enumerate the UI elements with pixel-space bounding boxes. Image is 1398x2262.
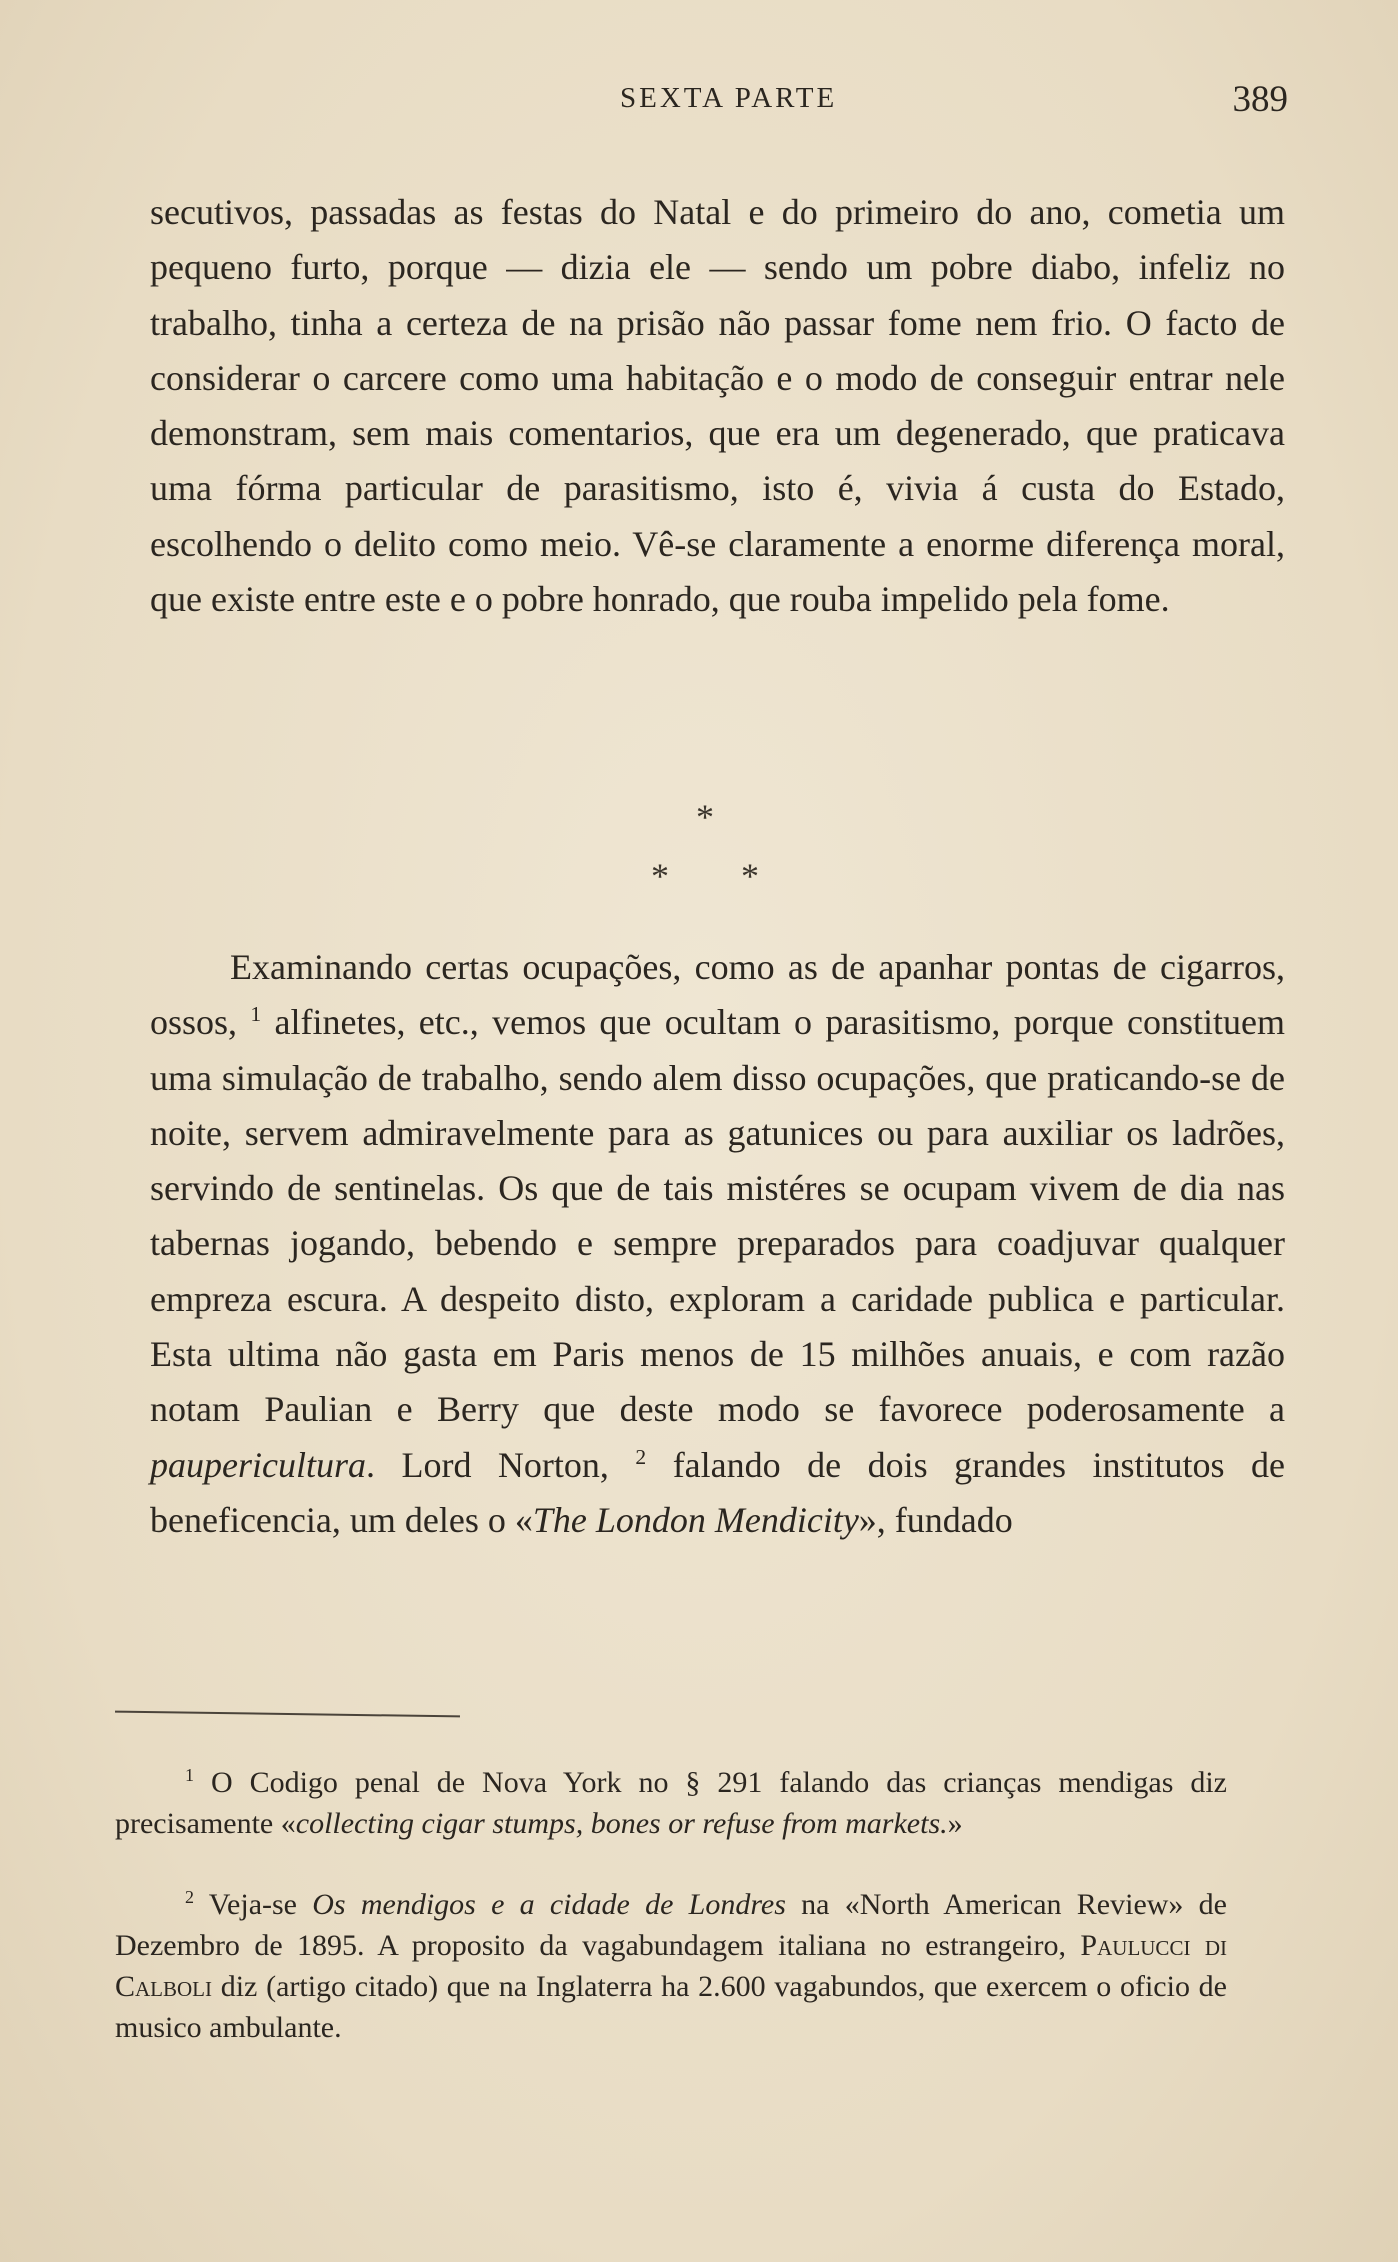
text-run: Examinando certas ocupações, como as de apanhar pontas de cigarros, ossos, — [150, 947, 1285, 1043]
asterism-top — [6, 796, 1398, 838]
footnote-italic: collecting cigar stumps, bones or refuse from markets. — [295, 1807, 948, 1840]
asterisk: * — [741, 856, 759, 896]
footnote-italic: Os mendigos e a cidade de Londres — [312, 1888, 786, 1921]
italic-term: paupericultura — [150, 1444, 366, 1485]
section-text — [150, 940, 1285, 1548]
footnote-text: Veja-se — [208, 1888, 297, 1921]
footnote-marker: 2 — [185, 1887, 194, 1907]
page-number: 389 — [1232, 79, 1288, 120]
asterisk: * — [651, 856, 669, 896]
text-run: . Lord Norton, — [365, 1444, 609, 1485]
footnote-rule — [115, 1711, 460, 1718]
footnotes — [115, 1762, 1227, 2088]
italic-title: The London Mendicity — [532, 1499, 859, 1540]
footnote-marker: 1 — [185, 1765, 194, 1785]
footnote-text: O Codigo penal de Nova York no § 291 falando das crianças mendigas diz precisamente « — [115, 1766, 1227, 1840]
footnote-1 — [115, 1762, 1227, 1844]
footnote-ref-2[interactable]: 2 — [635, 1444, 647, 1469]
asterism-bottom — [6, 855, 1398, 897]
footnote-author: Paulucci di Calboli — [115, 1929, 1227, 2003]
text-run: », fundado — [858, 1499, 1013, 1540]
page-header — [150, 78, 1288, 128]
text-run: alfinetes, etc., vemos que ocultam o parasitismo, porque constituem uma simulação de trabalho, sendo alem disso ocupações, que praticando-se de noite, servem admiravelmente para as gatunices ou para auxiliar os ladrões, servindo de sentinelas. Os que de tais mistéres se ocupam vivem de dia nas tabernas jogando, bebendo e sempre preparados para coadjuvar qualquer empreza escura. A despeito disto, exploram a caridade publica e particular. Esta ultima não gasta em Paris menos de 15 milhões anuais, e com razão notam Paulian e Berry que deste modo se favorece poderosamente a — [150, 1002, 1285, 1430]
main-text — [150, 185, 1285, 627]
footnote-end: » — [947, 1807, 963, 1840]
footnote-text: na «North American Review» de Dezembro de 1895. A proposito da vagabundagem italiana no estrangeiro, — [115, 1888, 1227, 1962]
text-run: falando de dois grandes institutos de beneficencia, um deles o « — [150, 1444, 1286, 1540]
footnote-2 — [115, 1884, 1227, 2048]
paragraph-continuation: secutivos, passadas as festas do Natal e do primeiro do ano, cometia um pequeno furto, porque — dizia ele — sendo um pobre diabo, infeliz no trabalho, tinha a certeza de na prisão não passar fome nem frio. O facto de considerar o carcere como uma habitação e o modo de conseguir entrar nele demonstram, sem mais comentarios, que era um degenerado, que praticava uma fórma particular de parasitismo, isto é, vivia á custa do Estado, escolhendo o delito como meio. Vê-se claramente a enorme diferença moral, que existe entre este e o pobre honrado, que rouba impelido pela fome. — [150, 192, 1285, 620]
paragraph-mendicity — [150, 940, 1285, 1548]
footnote-ref-1[interactable]: 1 — [250, 1002, 262, 1027]
running-title: SEXTA PARTE — [620, 82, 838, 114]
asterisk: * — [696, 797, 714, 837]
footnote-text: diz (artigo citado) que na Inglaterra ha 2.600 vagabundos, que exercem o oficio de musico ambulante. — [115, 1970, 1227, 2044]
